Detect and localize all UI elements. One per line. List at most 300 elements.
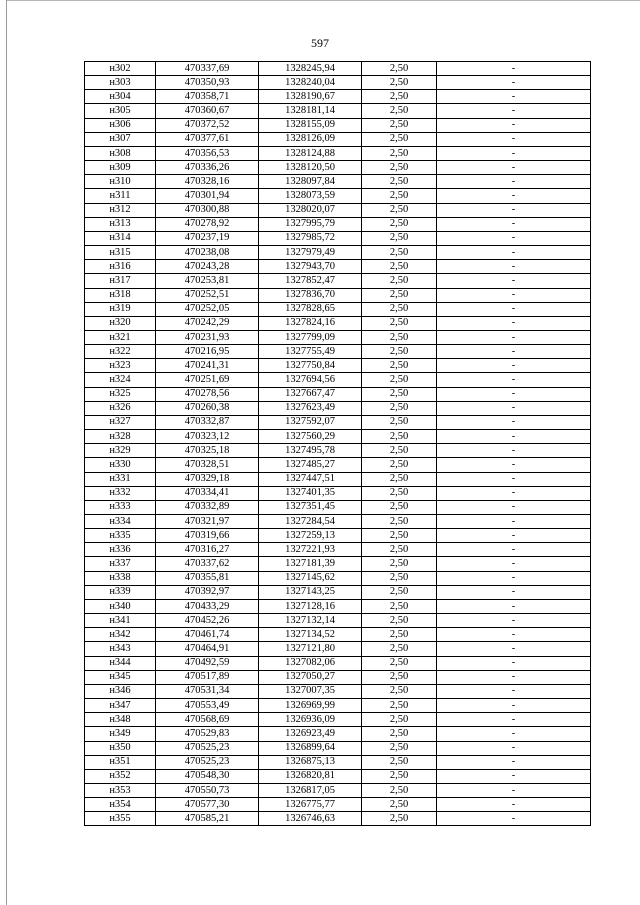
x-coordinate-cell: 470548,30 [156,769,259,783]
precision-cell: 2,50 [362,515,437,529]
precision-cell: 2,50 [362,189,437,203]
table-row [85,628,591,642]
precision-cell: 2,50 [362,684,437,698]
precision-cell: 2,50 [362,373,437,387]
y-coordinate-cell: 1327750,84 [259,359,362,373]
point-id-cell: н338 [85,571,156,585]
description-cell: - [437,76,591,90]
description-cell: - [437,656,591,670]
precision-cell: 2,50 [362,274,437,288]
y-coordinate-cell: 1327824,16 [259,316,362,330]
precision-cell: 2,50 [362,231,437,245]
precision-cell: 2,50 [362,217,437,231]
precision-cell: 2,50 [362,599,437,613]
x-coordinate-cell: 470238,08 [156,246,259,260]
y-coordinate-cell: 1328190,67 [259,90,362,104]
y-coordinate-cell: 1326936,09 [259,713,362,727]
x-coordinate-cell: 470337,69 [156,62,259,76]
page-left-edge [6,0,7,905]
point-id-cell: н354 [85,798,156,812]
point-id-cell: н312 [85,203,156,217]
precision-cell: 2,50 [362,585,437,599]
x-coordinate-cell: 470242,29 [156,316,259,330]
x-coordinate-cell: 470216,95 [156,345,259,359]
table-row [85,246,591,260]
y-coordinate-cell: 1327082,06 [259,656,362,670]
y-coordinate-cell: 1327259,13 [259,529,362,543]
point-id-cell: н328 [85,430,156,444]
point-id-cell: н344 [85,656,156,670]
point-id-cell: н348 [85,713,156,727]
y-coordinate-cell: 1327495,78 [259,444,362,458]
point-id-cell: н329 [85,444,156,458]
x-coordinate-cell: 470241,31 [156,359,259,373]
precision-cell: 2,50 [362,345,437,359]
point-id-cell: н323 [85,359,156,373]
point-id-cell: н316 [85,260,156,274]
precision-cell: 2,50 [362,415,437,429]
x-coordinate-cell: 470323,12 [156,430,259,444]
table-row [85,302,591,316]
point-id-cell: н332 [85,486,156,500]
description-cell: - [437,458,591,472]
point-id-cell: н303 [85,76,156,90]
x-coordinate-cell: 470231,93 [156,330,259,344]
x-coordinate-cell: 470328,51 [156,458,259,472]
precision-cell: 2,50 [362,359,437,373]
y-coordinate-cell: 1327852,47 [259,274,362,288]
x-coordinate-cell: 470328,16 [156,175,259,189]
table-row [85,359,591,373]
precision-cell: 2,50 [362,486,437,500]
point-id-cell: н317 [85,274,156,288]
description-cell: - [437,161,591,175]
x-coordinate-cell: 470319,66 [156,529,259,543]
description-cell: - [437,585,591,599]
y-coordinate-cell: 1327592,07 [259,415,362,429]
table-row [85,812,591,826]
x-coordinate-cell: 470260,38 [156,401,259,415]
description-cell: - [437,755,591,769]
y-coordinate-cell: 1327485,27 [259,458,362,472]
table-row [85,543,591,557]
table-row [85,415,591,429]
y-coordinate-cell: 1327447,51 [259,472,362,486]
table-row [85,444,591,458]
y-coordinate-cell: 1327121,80 [259,642,362,656]
point-id-cell: н343 [85,642,156,656]
y-coordinate-cell: 1327979,49 [259,246,362,260]
description-cell: - [437,90,591,104]
precision-cell: 2,50 [362,444,437,458]
y-coordinate-cell: 1328073,59 [259,189,362,203]
point-id-cell: н335 [85,529,156,543]
point-id-cell: н341 [85,614,156,628]
description-cell: - [437,486,591,500]
y-coordinate-cell: 1328124,88 [259,146,362,160]
description-cell: - [437,783,591,797]
description-cell: - [437,288,591,302]
precision-cell: 2,50 [362,387,437,401]
precision-cell: 2,50 [362,557,437,571]
description-cell: - [437,231,591,245]
table-row [85,515,591,529]
table-row [85,656,591,670]
x-coordinate-cell: 470243,28 [156,260,259,274]
x-coordinate-cell: 470237,19 [156,231,259,245]
y-coordinate-cell: 1327284,54 [259,515,362,529]
y-coordinate-cell: 1326923,49 [259,727,362,741]
table-row [85,90,591,104]
x-coordinate-cell: 470332,89 [156,500,259,514]
point-id-cell: н324 [85,373,156,387]
x-coordinate-cell: 470464,91 [156,642,259,656]
table-row [85,798,591,812]
table-row [85,76,591,90]
description-cell: - [437,373,591,387]
y-coordinate-cell: 1327132,14 [259,614,362,628]
description-cell: - [437,387,591,401]
precision-cell: 2,50 [362,656,437,670]
precision-cell: 2,50 [362,642,437,656]
precision-cell: 2,50 [362,614,437,628]
y-coordinate-cell: 1327221,93 [259,543,362,557]
precision-cell: 2,50 [362,529,437,543]
table-row [85,430,591,444]
precision-cell: 2,50 [362,246,437,260]
coordinates-table-body [85,62,591,826]
table-row [85,713,591,727]
x-coordinate-cell: 470252,05 [156,302,259,316]
description-cell: - [437,741,591,755]
description-cell: - [437,330,591,344]
table-row [85,699,591,713]
y-coordinate-cell: 1327623,49 [259,401,362,415]
point-id-cell: н346 [85,684,156,698]
table-row [85,684,591,698]
precision-cell: 2,50 [362,401,437,415]
description-cell: - [437,302,591,316]
table-row [85,118,591,132]
x-coordinate-cell: 470355,81 [156,571,259,585]
table-row [85,330,591,344]
x-coordinate-cell: 470585,21 [156,812,259,826]
precision-cell: 2,50 [362,288,437,302]
table-row [85,62,591,76]
x-coordinate-cell: 470492,59 [156,656,259,670]
x-coordinate-cell: 470517,89 [156,670,259,684]
description-cell: - [437,118,591,132]
y-coordinate-cell: 1328020,07 [259,203,362,217]
table-row [85,373,591,387]
point-id-cell: н350 [85,741,156,755]
table-row [85,189,591,203]
description-cell: - [437,798,591,812]
point-id-cell: н307 [85,132,156,146]
y-coordinate-cell: 1328240,04 [259,76,362,90]
x-coordinate-cell: 470529,83 [156,727,259,741]
y-coordinate-cell: 1326746,63 [259,812,362,826]
x-coordinate-cell: 470251,69 [156,373,259,387]
table-row [85,260,591,274]
x-coordinate-cell: 470337,62 [156,557,259,571]
description-cell: - [437,217,591,231]
description-cell: - [437,203,591,217]
point-id-cell: н349 [85,727,156,741]
description-cell: - [437,515,591,529]
x-coordinate-cell: 470550,73 [156,783,259,797]
point-id-cell: н345 [85,670,156,684]
precision-cell: 2,50 [362,472,437,486]
point-id-cell: н327 [85,415,156,429]
y-coordinate-cell: 1328155,09 [259,118,362,132]
point-id-cell: н309 [85,161,156,175]
description-cell: - [437,189,591,203]
y-coordinate-cell: 1328097,84 [259,175,362,189]
y-coordinate-cell: 1327560,29 [259,430,362,444]
table-row [85,132,591,146]
precision-cell: 2,50 [362,62,437,76]
point-id-cell: н320 [85,316,156,330]
description-cell: - [437,472,591,486]
point-id-cell: н325 [85,387,156,401]
description-cell: - [437,642,591,656]
x-coordinate-cell: 470525,23 [156,755,259,769]
point-id-cell: н331 [85,472,156,486]
x-coordinate-cell: 470325,18 [156,444,259,458]
precision-cell: 2,50 [362,118,437,132]
description-cell: - [437,359,591,373]
x-coordinate-cell: 470531,34 [156,684,259,698]
x-coordinate-cell: 470377,61 [156,132,259,146]
point-id-cell: н336 [85,543,156,557]
x-coordinate-cell: 470329,18 [156,472,259,486]
point-id-cell: н311 [85,189,156,203]
precision-cell: 2,50 [362,90,437,104]
table-row [85,345,591,359]
description-cell: - [437,401,591,415]
table-row [85,401,591,415]
x-coordinate-cell: 470356,53 [156,146,259,160]
point-id-cell: н337 [85,557,156,571]
precision-cell: 2,50 [362,670,437,684]
y-coordinate-cell: 1327050,27 [259,670,362,684]
point-id-cell: н313 [85,217,156,231]
table-row [85,274,591,288]
table-row [85,486,591,500]
description-cell: - [437,571,591,585]
point-id-cell: н321 [85,330,156,344]
precision-cell: 2,50 [362,132,437,146]
precision-cell: 2,50 [362,458,437,472]
y-coordinate-cell: 1327667,47 [259,387,362,401]
description-cell: - [437,246,591,260]
point-id-cell: н355 [85,812,156,826]
point-id-cell: н351 [85,755,156,769]
y-coordinate-cell: 1327943,70 [259,260,362,274]
precision-cell: 2,50 [362,302,437,316]
y-coordinate-cell: 1327128,16 [259,599,362,613]
point-id-cell: н302 [85,62,156,76]
x-coordinate-cell: 470252,51 [156,288,259,302]
point-id-cell: н340 [85,599,156,613]
point-id-cell: н308 [85,146,156,160]
y-coordinate-cell: 1327995,79 [259,217,362,231]
point-id-cell: н334 [85,515,156,529]
description-cell: - [437,684,591,698]
description-cell: - [437,543,591,557]
table-row [85,755,591,769]
precision-cell: 2,50 [362,430,437,444]
description-cell: - [437,769,591,783]
x-coordinate-cell: 470461,74 [156,628,259,642]
description-cell: - [437,727,591,741]
precision-cell: 2,50 [362,316,437,330]
description-cell: - [437,132,591,146]
precision-cell: 2,50 [362,260,437,274]
table-row [85,104,591,118]
table-row [85,571,591,585]
x-coordinate-cell: 470301,94 [156,189,259,203]
description-cell: - [437,430,591,444]
point-id-cell: н333 [85,500,156,514]
precision-cell: 2,50 [362,571,437,585]
point-id-cell: н314 [85,231,156,245]
page-top-edge [6,0,640,1]
x-coordinate-cell: 470568,69 [156,713,259,727]
table-row [85,529,591,543]
table-row [85,783,591,797]
y-coordinate-cell: 1327351,45 [259,500,362,514]
description-cell: - [437,599,591,613]
x-coordinate-cell: 470300,88 [156,203,259,217]
precision-cell: 2,50 [362,161,437,175]
y-coordinate-cell: 1327799,09 [259,330,362,344]
precision-cell: 2,50 [362,203,437,217]
description-cell: - [437,529,591,543]
precision-cell: 2,50 [362,713,437,727]
table-row [85,585,591,599]
x-coordinate-cell: 470332,87 [156,415,259,429]
precision-cell: 2,50 [362,755,437,769]
precision-cell: 2,50 [362,741,437,755]
precision-cell: 2,50 [362,727,437,741]
precision-cell: 2,50 [362,543,437,557]
description-cell: - [437,557,591,571]
x-coordinate-cell: 470316,27 [156,543,259,557]
point-id-cell: н322 [85,345,156,359]
x-coordinate-cell: 470358,71 [156,90,259,104]
description-cell: - [437,699,591,713]
table-row [85,599,591,613]
x-coordinate-cell: 470525,23 [156,741,259,755]
table-row [85,741,591,755]
y-coordinate-cell: 1328126,09 [259,132,362,146]
y-coordinate-cell: 1327145,62 [259,571,362,585]
x-coordinate-cell: 470321,97 [156,515,259,529]
table-row [85,203,591,217]
y-coordinate-cell: 1327985,72 [259,231,362,245]
point-id-cell: н352 [85,769,156,783]
table-row [85,146,591,160]
y-coordinate-cell: 1327401,35 [259,486,362,500]
precision-cell: 2,50 [362,175,437,189]
x-coordinate-cell: 470452,26 [156,614,259,628]
precision-cell: 2,50 [362,76,437,90]
table-row [85,769,591,783]
table-row [85,458,591,472]
y-coordinate-cell: 1328245,94 [259,62,362,76]
table-row [85,614,591,628]
point-id-cell: н353 [85,783,156,797]
y-coordinate-cell: 1326775,77 [259,798,362,812]
description-cell: - [437,104,591,118]
description-cell: - [437,614,591,628]
y-coordinate-cell: 1328181,14 [259,104,362,118]
table-row [85,727,591,741]
table-row [85,557,591,571]
point-id-cell: н330 [85,458,156,472]
description-cell: - [437,670,591,684]
point-id-cell: н347 [85,699,156,713]
table-row [85,387,591,401]
x-coordinate-cell: 470350,93 [156,76,259,90]
y-coordinate-cell: 1326899,64 [259,741,362,755]
table-row [85,316,591,330]
page-number: 597 [311,36,329,50]
precision-cell: 2,50 [362,699,437,713]
table-row [85,670,591,684]
precision-cell: 2,50 [362,628,437,642]
point-id-cell: н310 [85,175,156,189]
x-coordinate-cell: 470433,29 [156,599,259,613]
table-row [85,231,591,245]
description-cell: - [437,500,591,514]
description-cell: - [437,146,591,160]
description-cell: - [437,444,591,458]
description-cell: - [437,316,591,330]
point-id-cell: н342 [85,628,156,642]
point-id-cell: н304 [85,90,156,104]
y-coordinate-cell: 1326820,81 [259,769,362,783]
precision-cell: 2,50 [362,783,437,797]
y-coordinate-cell: 1326969,99 [259,699,362,713]
table-row [85,161,591,175]
table-row [85,472,591,486]
table-row [85,175,591,189]
y-coordinate-cell: 1327694,56 [259,373,362,387]
coordinates-table [84,61,591,826]
table-row [85,642,591,656]
description-cell: - [437,175,591,189]
y-coordinate-cell: 1327755,49 [259,345,362,359]
description-cell: - [437,713,591,727]
point-id-cell: н306 [85,118,156,132]
point-id-cell: н319 [85,302,156,316]
y-coordinate-cell: 1327836,70 [259,288,362,302]
x-coordinate-cell: 470334,41 [156,486,259,500]
precision-cell: 2,50 [362,330,437,344]
table-row [85,217,591,231]
y-coordinate-cell: 1327828,65 [259,302,362,316]
point-id-cell: н318 [85,288,156,302]
x-coordinate-cell: 470392,97 [156,585,259,599]
y-coordinate-cell: 1327007,35 [259,684,362,698]
y-coordinate-cell: 1327181,39 [259,557,362,571]
y-coordinate-cell: 1328120,50 [259,161,362,175]
precision-cell: 2,50 [362,798,437,812]
point-id-cell: н339 [85,585,156,599]
